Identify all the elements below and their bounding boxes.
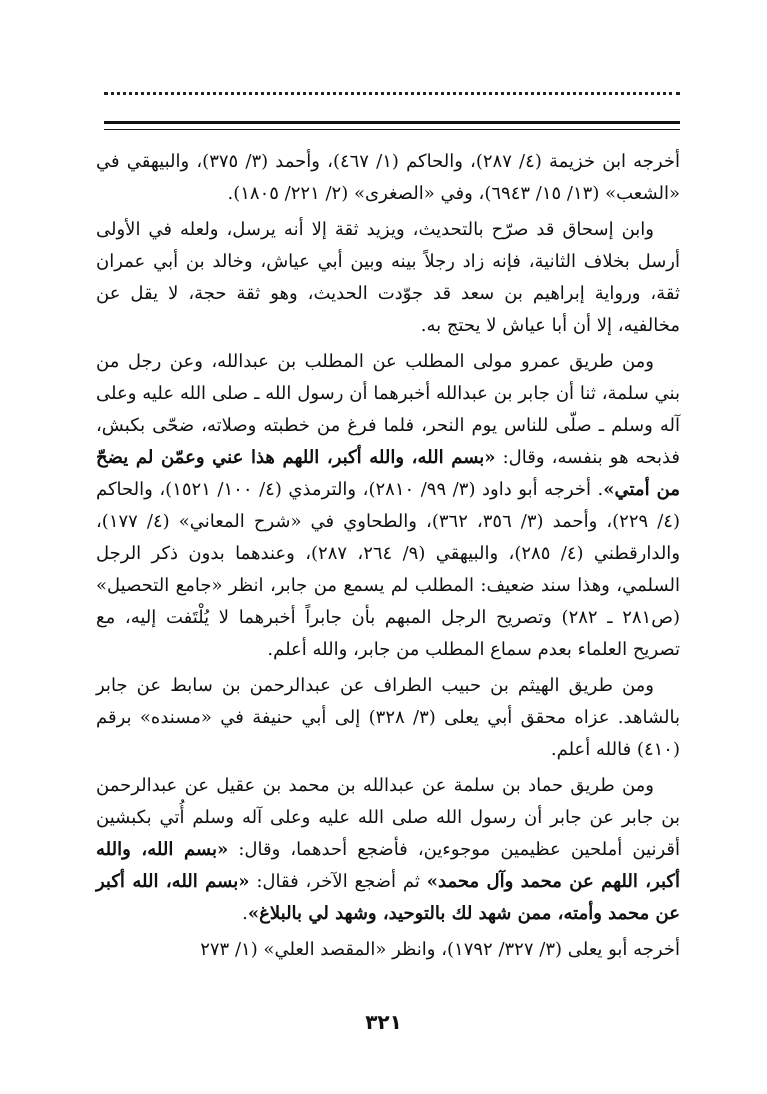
- hadith-quote: «بسم الله، والله أكبر، اللهم عن محمد وآل محمد»: [96, 839, 681, 892]
- header-dotted-line: [104, 92, 680, 95]
- paragraph: [96, 146, 680, 210]
- paragraph: [96, 214, 680, 342]
- paragraph: [96, 346, 680, 666]
- text-segment: ومن طريق الهيثم بن حبيب الطراف عن عبدالرحمن بن سابط عن جابر بالشاهد. عزاه محقق أبي يعلى (٣/ ٣٢٨) إلى أبي حنيفة في «مسنده» برقم (٤١٠) فالله أعلم.: [96, 675, 680, 760]
- header-thin-rule: [104, 129, 680, 130]
- hadith-quote: «بسم الله، والله أكبر، اللهم هذا عني وعمّن لم يضحّ من أمتي»: [96, 447, 681, 500]
- paragraph: [96, 670, 680, 766]
- paragraph: [96, 770, 680, 930]
- text-segment: .: [242, 903, 248, 924]
- text-segment: وابن إسحاق قد صرّح بالتحديث، ويزيد ثقة إلا أنه يرسل، ولعله في الأولى أرسل بخلاف الثانية، فإنه زاد رجلاً بينه وبين أبي عياش، وخالد بن أبي عمران ثقة، ورواية إبراهيم بن سعد قد جوّدت الحديث، وهو ثقة حجة، لا يقل عن مخالفيه، إلا أن أبا عياش لا يحتج به.: [96, 219, 680, 336]
- footnote-text-block: [96, 146, 680, 970]
- text-segment: ومن طريق عمرو مولى المطلب عن المطلب بن عبدالله، وعن رجل من بني سلمة، ثنا أن جابر بن عبدالله أخبرهما أن رسول الله ـ صلى الله عليه وعلى آله وسلم ـ صلّى للناس يوم النحر، فلما فرغ من خطبته وصلاته، ضحّى بكبش، فذبحه هو بنفسه، وقال:: [96, 351, 681, 468]
- text-segment: أخرجه ابن خزيمة (٤/ ٢٨٧)، والحاكم (١/ ٤٦٧)، وأحمد (٣/ ٣٧٥)، والبيهقي في «الشعب» (١٣/ ١٥/ ٦٩٤٣)، وفي «الصغرى» (٢/ ٢٢١/ ١٨٠٥).: [96, 151, 680, 204]
- header-thick-rule: [104, 121, 680, 124]
- text-segment: أخرجه أبو يعلى (٣/ ٣٢٧/ ١٧٩٢)، وانظر «المقصد العلي» (١/ ٢٧٣: [200, 939, 680, 960]
- hadith-quote: «بسم الله، الله أكبر عن محمد وأمته، ممن شهد لك بالتوحيد، وشهد لي بالبلاغ»: [96, 871, 680, 924]
- page-number: ٣٢١: [365, 1010, 402, 1034]
- text-segment: ثم أضجع الآخر، فقال:: [249, 871, 427, 892]
- paragraph: [96, 934, 680, 966]
- text-segment: ومن طريق حماد بن سلمة عن عبدالله بن محمد بن عقيل عن عبدالرحمن بن جابر عن جابر أن رسول الله صلى الله عليه وعلى آله وسلم أُتي بكبشين أقرنين أملحين عظيمين موجوءين، فأضجع أحدهما، وقال:: [96, 775, 680, 860]
- text-segment: . أخرجه أبو داود (٣/ ٩٩/ ٢٨١٠)، والترمذي (٤/ ١٠٠/ ١٥٢١)، والحاكم (٤/ ٢٢٩)، وأحمد (٣/ ٣٥٦، ٣٦٢)، والطحاوي في «شرح المعاني» (٤/ ١٧٧)، والدارقطني (٤/ ٢٨٥)، والبيهقي (٩/ ٢٦٤، ٢٨٧)، وعندهما بدون ذكر الرجل السلمي، وهذا سند ضعيف: المطلب لم يسمع من جابر، انظر «جامع التحصيل» (ص٢٨١ ـ ٢٨٢) وتصريح الرجل المبهم بأن جابراً أخبرهما لا يُلْتَفت إليه، مع تصريح العلماء بعدم سماع المطلب من جابر، والله أعلم.: [96, 479, 681, 660]
